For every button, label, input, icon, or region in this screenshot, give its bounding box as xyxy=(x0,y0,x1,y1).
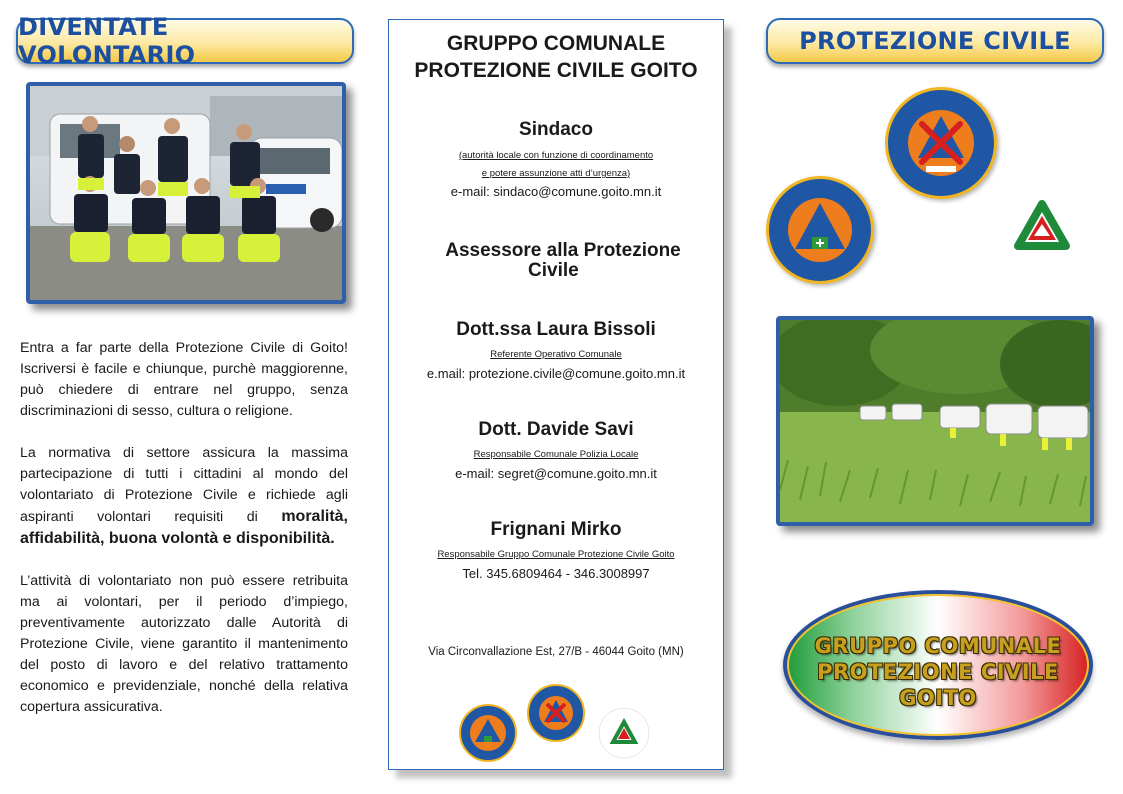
nazionale-triangle-icon xyxy=(597,706,651,760)
colonna-emblem-icon xyxy=(529,686,583,740)
assessore-line2: Civile xyxy=(528,260,579,281)
paragraph-employment: L’attività di volontariato non può essere retribuita ma ai volontari, per il periodo d’impiego, preventivamente autorizzato dalle Autorità di Protezione Civile, viene garantito il mantenimento del posto di lavoro e del relativo trattamento economico e previdenziale, nonché della relativa copertura assicurativa. xyxy=(20,573,348,715)
header-label: PROTEZIONE CIVILE xyxy=(799,27,1071,55)
gruppo-comunale-oval-logo xyxy=(783,590,1093,740)
header-diventate-volontario xyxy=(16,13,354,69)
assessore-line1: Assessore alla Protezione xyxy=(445,240,681,261)
header-label: DIVENTATE VOLONTARIO xyxy=(18,13,196,69)
header-protezione-civile xyxy=(766,18,1104,64)
lombardia-triangle-icon xyxy=(461,706,515,760)
nazionale-logo-small xyxy=(597,706,651,760)
oval-text-line1: GRUPPO COMUNALE xyxy=(814,634,1062,658)
regione-lombardia-logo xyxy=(766,176,874,284)
panel-title-line1: GRUPPO COMUNALE xyxy=(446,32,666,55)
oval-text-line2: PROTEZIONE CIVILE xyxy=(817,660,1059,684)
requirements-bold: moralità, affidabilità, buona volontà e disponibilità. xyxy=(20,508,348,547)
contacts-panel xyxy=(388,19,724,770)
panel-title-line2: PROTEZIONE CIVILE GOITO xyxy=(414,59,698,82)
bissoli-name: Dott.ssa Laura Bissoli xyxy=(456,319,656,340)
paragraph-regulations-text: La normativa di settore assicura la massima partecipazione di tutti i cittadini al mondo del volontariato di Protezione Civile e richiede agli aspiranti volontari requisiti di xyxy=(20,445,348,525)
field-operations-photo xyxy=(776,316,1094,526)
frignani-name: Frignani Mirko xyxy=(490,519,622,540)
paragraph-regulations xyxy=(20,443,348,550)
lombardia-logo-small xyxy=(459,704,517,762)
sindaco-role-line2: e potere assunzione atti d’urgenza) xyxy=(481,168,631,179)
paragraph-join: Entra a far parte della Protezione Civile di Goito! Iscriversi è facile e chiunque, purchè maggiorenne, può chiedere di entrare nel gruppo, senza discriminazioni di sesso, cultura o religione. xyxy=(20,340,348,419)
oval-text-line3: GOITO xyxy=(899,686,977,710)
sindaco-role-line1: (autorità locale con funzione di coordinamento xyxy=(458,150,654,161)
protezione-civile-nazionale-logo xyxy=(990,176,1094,280)
bissoli-role: Referente Operativo Comunale xyxy=(490,349,622,360)
colonna-logo-small xyxy=(527,684,585,742)
frignani-phone[interactable]: Tel. 345.6809464 - 346.3008997 xyxy=(462,566,650,581)
bissoli-email[interactable]: e.mail: protezione.civile@comune.goito.mn.it xyxy=(426,366,686,381)
frignani-role: Responsabile Gruppo Comunale Protezione Civile Goito xyxy=(437,549,675,560)
address: Via Circonvallazione Est, 27/B - 46044 Goito (MN) xyxy=(428,646,684,658)
savi-name: Dott. Davide Savi xyxy=(478,419,634,440)
colonna-mobile-emblem-icon xyxy=(888,90,994,196)
savi-email[interactable]: e-mail: segret@comune.goito.mn.it xyxy=(455,466,657,481)
sindaco-name: Sindaco xyxy=(519,119,593,140)
savi-role: Responsabile Comunale Polizia Locale xyxy=(473,449,639,460)
field-operations-photo-image xyxy=(780,320,1090,522)
volunteers-photo-image xyxy=(30,86,342,300)
nazionale-emblem-icon xyxy=(990,176,1094,280)
lombardia-emblem-icon xyxy=(769,179,871,281)
volunteers-photo xyxy=(26,82,346,304)
volunteer-description xyxy=(20,338,348,739)
sindaco-email[interactable]: e-mail: sindaco@comune.goito.mn.it xyxy=(450,184,662,199)
colonna-mobile-logo xyxy=(885,87,997,199)
